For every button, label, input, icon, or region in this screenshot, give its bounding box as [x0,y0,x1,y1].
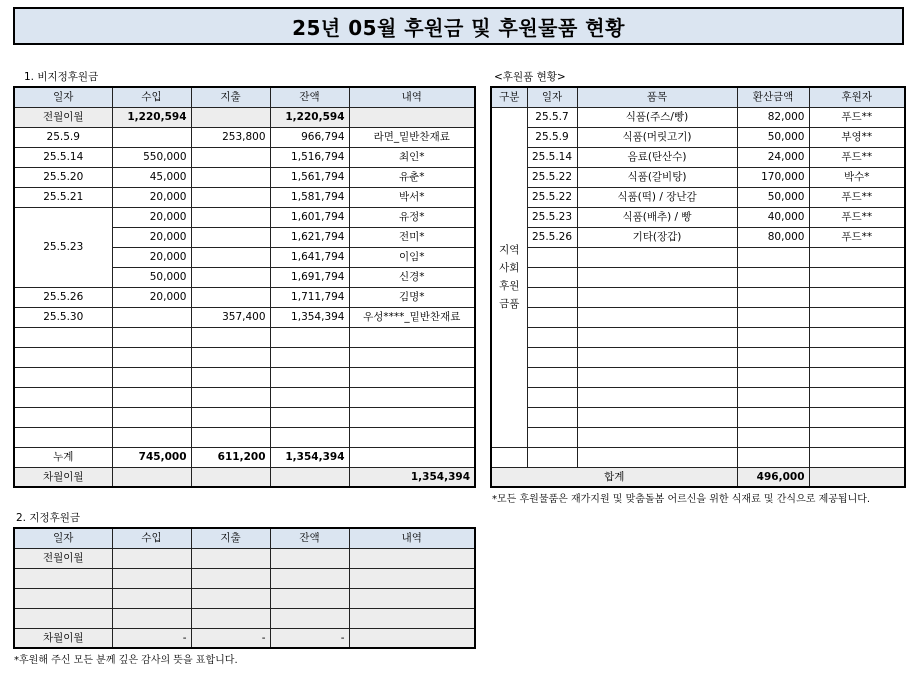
table-row [491,167,905,187]
header-date: 일자 [14,87,112,107]
table-header-row [491,87,905,107]
undesignated-donation-table [13,86,476,488]
row-date: 25.5.23 [527,207,577,227]
table-row [14,287,475,307]
empty-row [14,407,475,427]
row-expense [191,287,270,307]
carry-in-label: 전월이월 [14,548,112,568]
row-amount: 50,000 [737,187,809,207]
total-label: 누계 [14,447,112,467]
row-amount: 24,000 [737,147,809,167]
donated-goods-table [490,86,906,488]
thanks-note: *후원해 주신 모든 분께 깊은 감사의 뜻을 표합니다. [14,655,238,666]
row-balance: 966,794 [270,127,349,147]
empty-row [14,367,475,387]
empty-row [14,427,475,447]
row-balance: 1,601,794 [270,207,349,227]
carry-in-balance: 1,220,594 [270,107,349,127]
header-income: 수입 [112,528,191,548]
total-income: 745,000 [112,447,191,467]
row-donor: 푸드** [809,207,905,227]
empty-row [14,347,475,367]
row-date: 25.5.9 [14,127,112,147]
table-row [14,207,475,227]
empty-row [491,347,905,367]
header-income: 수입 [112,87,191,107]
table-header-row [14,87,475,107]
header-item: 품목 [577,87,737,107]
category-cell: 지역 사회 후원 금품 [491,107,527,447]
carry-out-expense [191,467,270,487]
row-income: 20,000 [112,247,191,267]
empty-row [491,367,905,387]
row-date: 25.5.20 [14,167,112,187]
carry-out-amount: 1,354,394 [349,467,475,487]
row-income: 20,000 [112,227,191,247]
table-row [491,227,905,247]
carry-in-desc [349,107,475,127]
row-date: 25.5.7 [527,107,577,127]
empty-row [14,608,475,628]
row-expense [191,267,270,287]
table-row [491,147,905,167]
row-income: 550,000 [112,147,191,167]
row-amount: 170,000 [737,167,809,187]
row-income: 45,000 [112,167,191,187]
row-item: 식품(떡) / 장난감 [577,187,737,207]
empty-row [491,267,905,287]
empty-row [491,307,905,327]
section1-caption: 1. 비지정후원금 [24,71,99,83]
row-desc: 김명* [349,287,475,307]
row-balance: 1,711,794 [270,287,349,307]
carry-in-label: 전월이월 [14,107,112,127]
row-amount: 82,000 [737,107,809,127]
carry-out-expense: - [191,628,270,648]
row-amount: 80,000 [737,227,809,247]
section2-caption: 2. 지정후원금 [16,512,81,524]
row-date: 25.5.26 [14,287,112,307]
spacer-row [491,447,905,467]
row-expense [191,147,270,167]
designated-donation-table [13,527,476,649]
row-date: 25.5.14 [527,147,577,167]
row-income: 20,000 [112,207,191,227]
row-expense [191,227,270,247]
row-balance: 1,354,394 [270,307,349,327]
row-date: 25.5.23 [14,207,112,287]
carry-in-row [14,548,475,568]
table-row [491,127,905,147]
header-date: 일자 [527,87,577,107]
empty-row [14,327,475,347]
row-amount: 50,000 [737,127,809,147]
table-header-row [14,528,475,548]
row-desc: 이임* [349,247,475,267]
header-date: 일자 [14,528,112,548]
total-amount: 496,000 [737,467,809,487]
carry-out-row [14,628,475,648]
row-income: 20,000 [112,187,191,207]
carry-out-label: 차월이월 [14,467,112,487]
empty-row [491,287,905,307]
row-balance: 1,641,794 [270,247,349,267]
total-desc [349,447,475,467]
row-income [112,307,191,327]
row-donor: 푸드** [809,107,905,127]
row-desc: 전미* [349,227,475,247]
row-donor: 푸드** [809,147,905,167]
row-item: 식품(머릿고기) [577,127,737,147]
page-title: 25년 05월 후원금 및 후원물품 현황 [13,7,904,45]
header-expense: 지출 [191,87,270,107]
row-date: 25.5.21 [14,187,112,207]
carry-out-income [112,467,191,487]
table-row [14,127,475,147]
empty-row [14,568,475,588]
empty-row [491,327,905,347]
empty-row [14,387,475,407]
carry-out-row [14,467,475,487]
row-balance: 1,691,794 [270,267,349,287]
row-expense [191,187,270,207]
table-row [491,107,905,127]
empty-row [491,427,905,447]
row-balance: 1,621,794 [270,227,349,247]
row-expense: 357,400 [191,307,270,327]
empty-row [491,387,905,407]
row-date: 25.5.9 [527,127,577,147]
row-date: 25.5.22 [527,167,577,187]
row-desc: 유춘* [349,167,475,187]
row-desc: 신경* [349,267,475,287]
carry-out-balance [270,467,349,487]
goods-note: *모든 후원물품은 재가지원 및 맞춤돌봄 어르신을 위한 식재료 및 간식으로 제공됩니다. [492,494,871,505]
row-date: 25.5.26 [527,227,577,247]
table-row [14,167,475,187]
row-item: 식품(주스/빵) [577,107,737,127]
row-balance: 1,561,794 [270,167,349,187]
total-row [491,467,905,487]
empty-row [491,407,905,427]
empty-row [491,247,905,267]
row-amount: 40,000 [737,207,809,227]
row-date: 25.5.30 [14,307,112,327]
row-desc: 최인* [349,147,475,167]
header-balance: 잔액 [270,87,349,107]
row-expense [191,247,270,267]
row-balance: 1,516,794 [270,147,349,167]
row-donor: 푸드** [809,227,905,247]
empty-row [14,588,475,608]
row-expense: 253,800 [191,127,270,147]
row-expense [191,167,270,187]
row-income [112,127,191,147]
table-row [491,207,905,227]
total-expense: 611,200 [191,447,270,467]
row-item: 음료(탄산수) [577,147,737,167]
total-donor [809,467,905,487]
header-category: 구분 [491,87,527,107]
row-desc: 유정* [349,207,475,227]
row-donor: 박수* [809,167,905,187]
table-row [14,307,475,327]
row-item: 식품(배추) / 빵 [577,207,737,227]
total-row [14,447,475,467]
table-row [491,187,905,207]
row-desc: 우성****_밑반찬재료 [349,307,475,327]
section3-caption: <후원품 현황> [494,71,566,83]
row-desc: 박서* [349,187,475,207]
header-desc: 내역 [349,87,475,107]
row-expense [191,207,270,227]
carry-in-income: 1,220,594 [112,107,191,127]
header-balance: 잔액 [270,528,349,548]
header-amount: 환산금액 [737,87,809,107]
carry-out-income: - [112,628,191,648]
total-balance: 1,354,394 [270,447,349,467]
row-desc: 라면_밑반찬재료 [349,127,475,147]
carry-in-row [14,107,475,127]
carry-out-label: 차월이월 [14,628,112,648]
row-balance: 1,581,794 [270,187,349,207]
row-donor: 부영** [809,127,905,147]
row-date: 25.5.22 [527,187,577,207]
header-expense: 지출 [191,528,270,548]
header-donor: 후원자 [809,87,905,107]
carry-out-balance: - [270,628,349,648]
header-desc: 내역 [349,528,475,548]
total-label: 합계 [491,467,737,487]
carry-in-expense [191,107,270,127]
table-row [14,187,475,207]
row-donor: 푸드** [809,187,905,207]
table-row [14,147,475,167]
row-date: 25.5.14 [14,147,112,167]
row-item: 기타(장갑) [577,227,737,247]
row-item: 식품(갈비탕) [577,167,737,187]
row-income: 20,000 [112,287,191,307]
row-income: 50,000 [112,267,191,287]
